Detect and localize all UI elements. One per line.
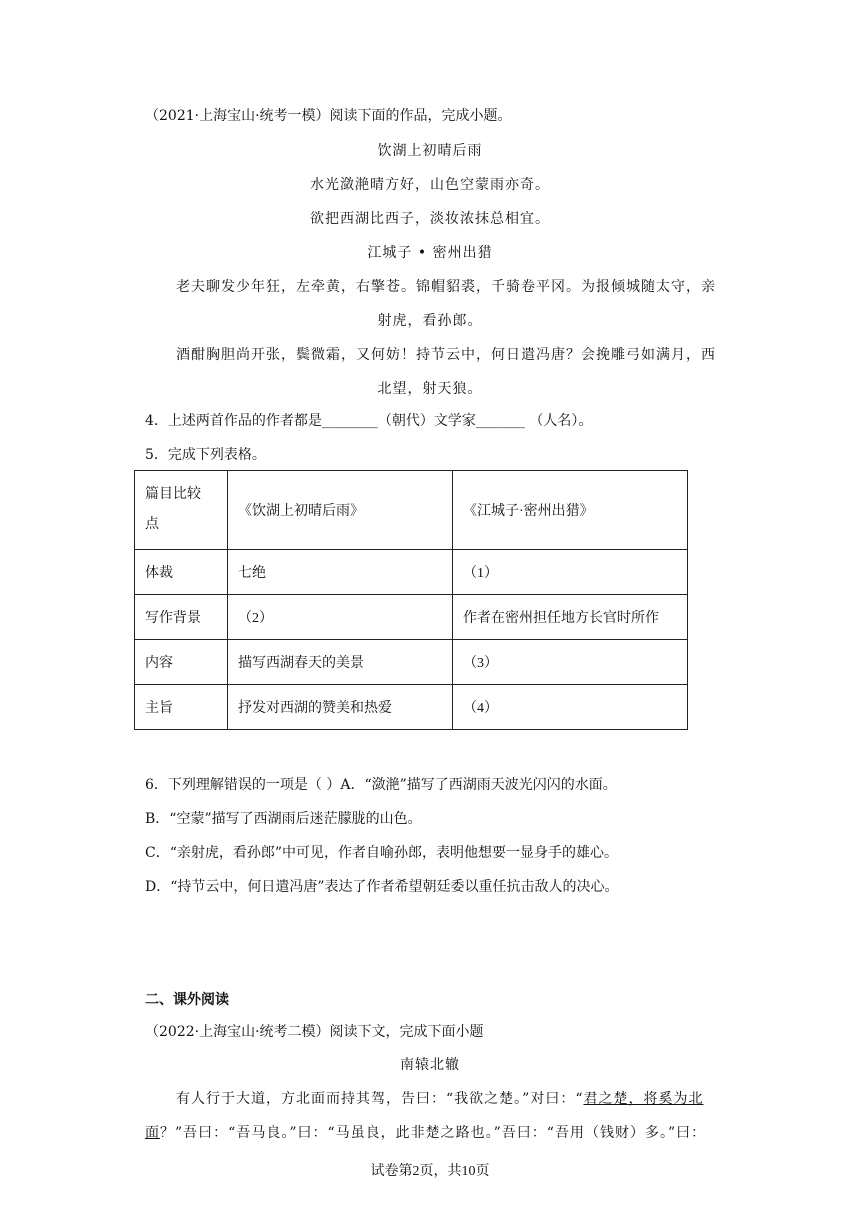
table-row — [135, 550, 688, 595]
underlined-phrase: 面 — [145, 1125, 160, 1141]
table-row — [135, 595, 688, 640]
table-cell: （4） — [453, 685, 688, 730]
question-6-option-d: D．“持节云中，何日遣冯唐”表达了作者希望朝廷委以重任抗击敌人的决心。 — [145, 879, 619, 895]
poem2-stanza2-line2: 北望，射天狼。 — [377, 381, 483, 397]
poem2-stanza2-line1: 酒酣胸胆尚开张，鬓微霜，又何妨！持节云中，何日遣冯唐？会挽雕弓如满月，西 — [176, 347, 716, 363]
passage-line-1 — [176, 1089, 703, 1109]
table-header-cell: 《江城子·密州出猎》 — [453, 471, 688, 550]
poem1-title: 饮湖上初晴后雨 — [377, 143, 483, 159]
table-cell: 作者在密州担任地方长官时所作 — [453, 595, 688, 640]
row-label: 主旨 — [135, 685, 228, 730]
table-row — [135, 640, 688, 685]
table-row — [135, 685, 688, 730]
table-cell: 描写西湖春天的美景 — [228, 640, 453, 685]
row-label: 体裁 — [135, 550, 228, 595]
table-cell: （1） — [453, 550, 688, 595]
table-cell: （3） — [453, 640, 688, 685]
section1-source: （2021·上海宝山·统考一模）阅读下面的作品，完成小题。 — [145, 108, 512, 124]
section2-heading: 二、课外阅读 — [145, 991, 229, 1007]
table-header-cell — [135, 471, 228, 550]
row-label: 写作背景 — [135, 595, 228, 640]
poem2-stanza1-line2: 射虎，看孙郎。 — [377, 313, 483, 329]
table-header-cell: 《饮湖上初晴后雨》 — [228, 471, 453, 550]
poem2-stanza1-line1: 老夫聊发少年狂，左牵黄，右擎苍。锦帽貂裘，千骑卷平冈。为报倾城随太守，亲 — [176, 279, 716, 295]
header-label-line2: 点 — [145, 517, 159, 532]
question-6-option-b: B．“空蒙”描写了西湖雨后迷茫朦胧的山色。 — [145, 811, 422, 827]
question-5: 5．完成下列表格。 — [145, 447, 266, 463]
passage-text: ？”吾曰：“吾马良。”曰：“马虽良，此非楚之路也。”吾曰：“吾用（钱财）多。”曰： — [160, 1125, 707, 1141]
table-cell: 抒发对西湖的赞美和热爱 — [228, 685, 453, 730]
table-cell: 七绝 — [228, 550, 453, 595]
header-label-line1: 篇目比较 — [145, 487, 201, 502]
underlined-phrase: 君之楚，将奚为北 — [583, 1091, 704, 1107]
question-6-stem-option-a: 6．下列理解错误的一项是（ ）A．“潋滟”描写了西湖雨天波光闪闪的水面。 — [145, 777, 617, 793]
question-6-option-c: C．“亲射虎，看孙郎”中可见，作者自喻孙郎，表明他想要一显身手的雄心。 — [145, 845, 619, 861]
comparison-table — [134, 470, 688, 730]
question-4: 4．上述两首作品的作者都是________（朝代）文学家_______ （人名）。 — [145, 413, 593, 429]
section2-source: （2022·上海宝山·统考二模）阅读下文，完成下面小题 — [145, 1024, 484, 1040]
poem2-title: 江城子 • 密州出猎 — [367, 245, 493, 261]
table-cell: （2） — [228, 595, 453, 640]
passage-title: 南辕北辙 — [400, 1057, 460, 1073]
table-header-row — [135, 471, 688, 550]
passage-text: 有人行于大道，方北面而持其驾，告曰：“我欲之楚。”对曰：“ — [176, 1091, 584, 1107]
page-footer: 试卷第2页，共10页 — [370, 1164, 490, 1179]
passage-line-2 — [145, 1123, 706, 1143]
poem1-line-2: 欲把西湖比西子，淡妆浓抹总相宜。 — [310, 211, 550, 227]
row-label: 内容 — [135, 640, 228, 685]
poem1-line-1: 水光潋滟晴方好，山色空蒙雨亦奇。 — [310, 177, 550, 193]
